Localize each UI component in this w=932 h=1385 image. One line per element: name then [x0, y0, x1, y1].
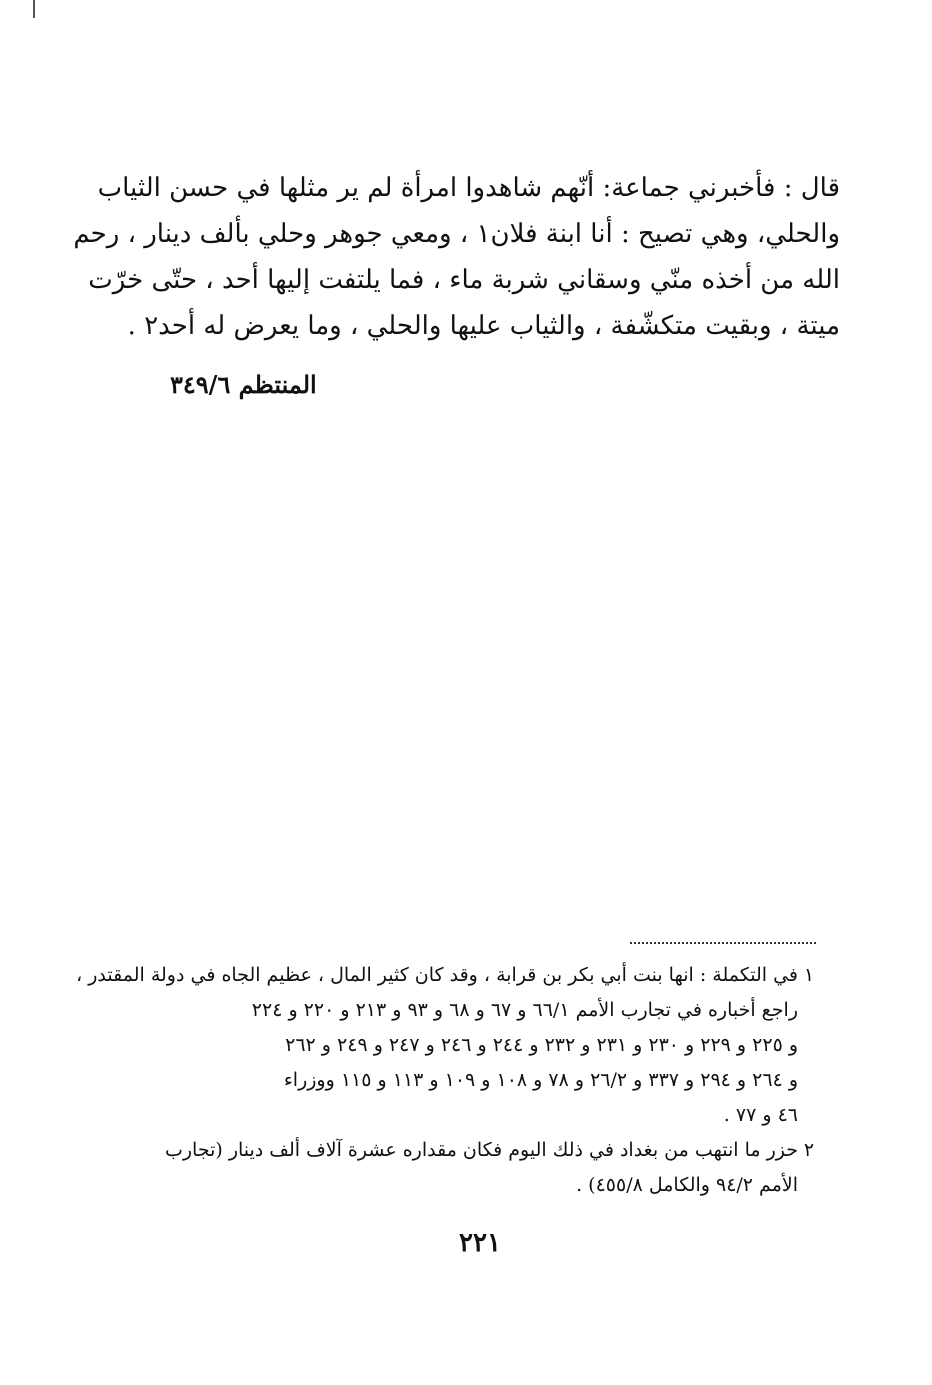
main-line-2: والحلي، وهي تصيح : أنا ابنة فلان١ ، ومعي جوهر وحلي بألف دينار ، رحم: [73, 219, 840, 249]
footnote-1-number: ١: [803, 964, 815, 986]
source-label: المنتظم ٣٤٩/٦: [170, 370, 317, 399]
footnote-divider: [630, 942, 816, 944]
footnote-1-line-4: و ٢٦٤ و ٢٩٤ و ٣٣٧ و ٢٦/٢ و ٧٨ و ١٠٨ و ١٠٩ و ١١٣ و ١١٥ ووزراء: [283, 1069, 798, 1091]
footnote-2: [140, 1133, 820, 1203]
page-number: ٢٢١: [459, 1228, 501, 1258]
main-line-1: قال : فأخبرني جماعة: أنّهم شاهدوا امرأة لم ير مثلها في حسن الثياب: [97, 173, 840, 203]
footnote-2-line-1: [140, 1133, 820, 1168]
source-reference: [170, 370, 470, 399]
footnote-1: [76, 958, 820, 1133]
main-paragraph: [73, 165, 840, 349]
footnote-2-number: ٢: [803, 1139, 815, 1161]
footnote-1-line-1: [76, 958, 820, 993]
footnote-2-line-2: الأمم ٩٤/٢ والكامل ٤٥٥/٨) .: [576, 1174, 798, 1196]
main-line-3: الله من أخذه منّي وسقاني شربة ماء ، فما يلتفت إليها أحد ، حتّى خرّت: [88, 265, 840, 295]
footnotes: [76, 958, 820, 1203]
margin-mark: [33, 0, 35, 18]
footnote-2-line-1-text: حزر ما انتهب من بغداد في ذلك اليوم فكان مقداره عشرة آلاف ألف دينار (تجارب: [164, 1139, 798, 1161]
footnote-1-line-2: راجع أخباره في تجارب الأمم ٦٦/١ و ٦٧ و ٦٨ و ٩٣ و ٢١٣ و ٢٢٠ و ٢٢٤: [251, 999, 798, 1021]
footnote-1-line-5: ٤٦ و ٧٧ .: [723, 1104, 798, 1126]
footnote-1-line-3: و ٢٢٥ و ٢٢٩ و ٢٣٠ و ٢٣١ و ٢٣٢ و ٢٤٤ و ٢٤٦ و ٢٤٧ و ٢٤٩ و ٢٦٢: [285, 1034, 798, 1056]
main-line-4: ميتة ، وبقيت متكشّفة ، والثياب عليها والحلي ، وما يعرض له أحد٢ .: [127, 311, 840, 341]
footnote-1-line-1-text: في التكملة : انها بنت أبي بكر بن قرابة ، وقد كان كثير المال ، عظيم الجاه في دولة المقتدر ،: [76, 964, 798, 986]
